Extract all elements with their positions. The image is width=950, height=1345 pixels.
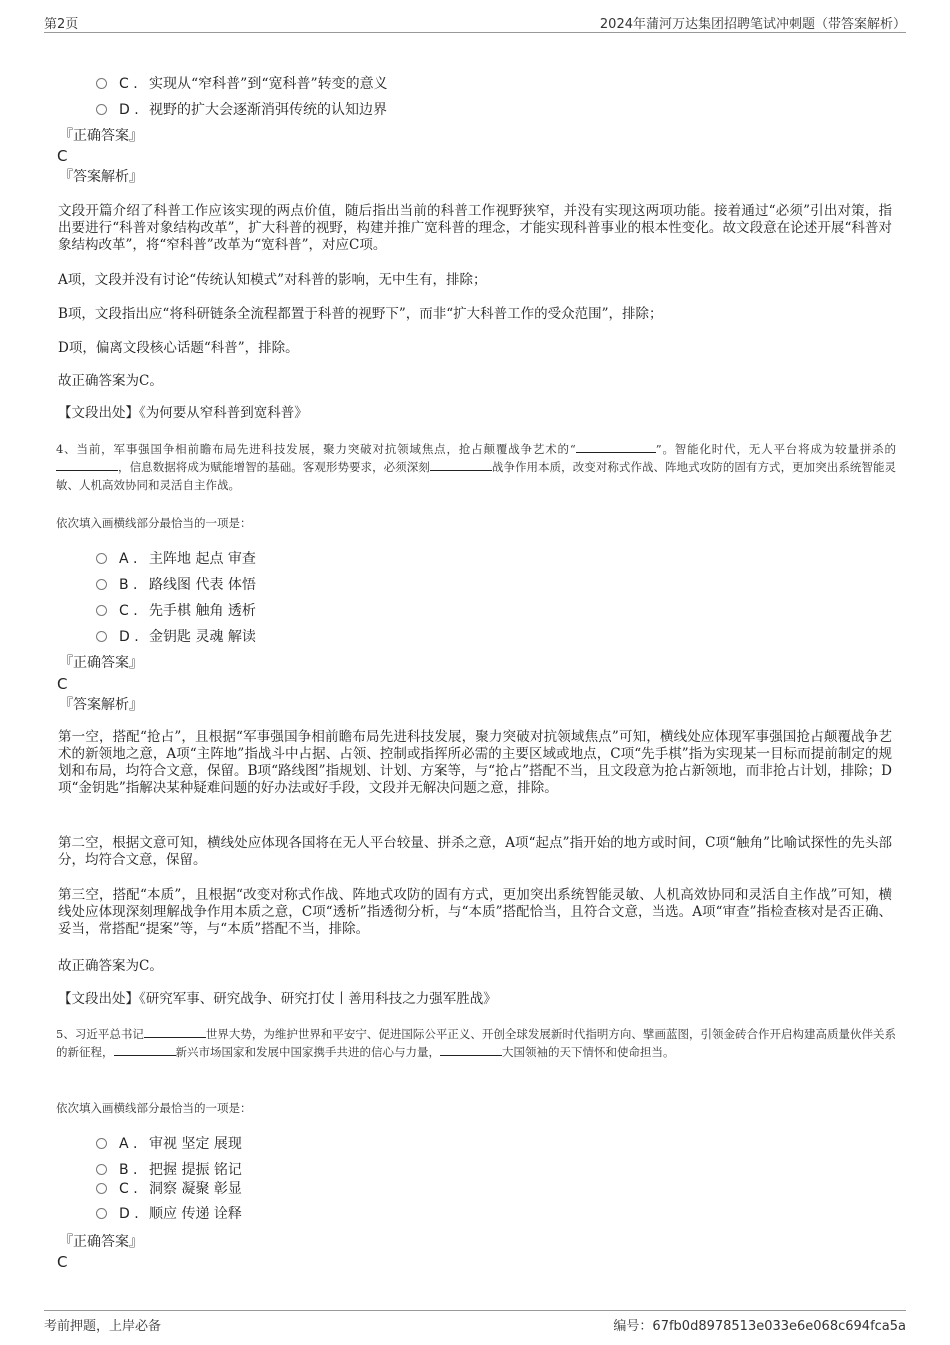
radio-icon[interactable]	[96, 104, 107, 115]
analysis-label: 『答案解析』	[59, 169, 143, 185]
q5-stem: 5、习近平总书记 世界大势，为维护世界和平安宁、促进国际公平正义、开创全球发展新时代指明方向、擘画蓝图，引领金砖合作开启构建高质量伙伴关系的新征程， 新兴市场国家和发展中国家携手共进的信心与力量， 大国领袖的天下情怀和使命担当。	[56, 1027, 896, 1059]
q4-analysis-p3: 第三空，搭配“本质”，且根据“改变对称式作战、阵地式攻防的固有方式，更加突出系统智能灵敏、人机高效协同和灵活自主作战”可知，横线处应体现深刻理解战争作用本质之意，C项“透析”指透彻分析，与“本质”搭配恰当，且符合文意，当选。A项“审查”指检查核对是否正确、妥当，常搭配“提案”等，与“本质”搭配不当，排除。	[58, 887, 892, 937]
answer-label: 『正确答案』	[59, 128, 143, 144]
q5-instruction: 依次填入画横线部分最恰当的一项是：	[56, 1101, 252, 1115]
page-number: 第2页	[44, 17, 79, 32]
blank-line	[144, 1026, 206, 1038]
blank-line	[56, 459, 118, 471]
q3-analysis-p1: 文段开篇介绍了科普工作应该实现的两点价值，随后指出当前的科普工作视野狭窄，并没有实现这两项功能。接着通过“必须”引出对策，指出要进行“科普对象结构改革”，扩大科普的视野，构建并推广宽科普的理念，才能实现科普事业的根本性变化。故文段意在论述开展“科普对象结构改革”，将“窄科普”改革为“宽科普”，对应C项。	[58, 203, 892, 253]
q5-answer: C	[57, 1253, 68, 1271]
q3-source: 【文段出处】《为何要从窄科普到宽科普》	[58, 405, 308, 421]
blank-line	[114, 1044, 176, 1056]
q4-option-c[interactable]: C . 先手棋 触角 透析	[96, 601, 256, 621]
document-title: 2024年蒲河万达集团招聘笔试冲刺题（带答案解析）	[599, 17, 906, 32]
page-footer	[44, 1310, 906, 1334]
q3-answer: C	[57, 147, 68, 165]
radio-icon[interactable]	[96, 631, 107, 642]
q3-analysis-p2: A项，文段并没有讨论“传统认知模式”对科普的影响，无中生有，排除；	[58, 272, 487, 288]
radio-icon[interactable]	[96, 1164, 107, 1175]
analysis-label: 『答案解析』	[59, 697, 143, 713]
q4-option-a[interactable]: A . 主阵地 起点 审查	[96, 549, 256, 569]
answer-label: 『正确答案』	[59, 655, 143, 671]
radio-icon[interactable]	[96, 1208, 107, 1219]
blank-line	[440, 1044, 502, 1056]
blank-line	[430, 459, 492, 471]
q5-option-a[interactable]: A . 审视 坚定 展现	[96, 1134, 242, 1154]
radio-icon[interactable]	[96, 78, 107, 89]
q5-option-b[interactable]: B . 把握 提振 铭记	[96, 1160, 242, 1180]
q5-option-d[interactable]: D . 顺应 传递 诠释	[96, 1204, 242, 1224]
q3-option-c[interactable]: C . 实现从“窄科普”到“宽科普”转变的意义	[96, 74, 388, 94]
q3-option-d[interactable]: D . 视野的扩大会逐渐消弭传统的认知边界	[96, 100, 387, 120]
radio-icon[interactable]	[96, 605, 107, 616]
radio-icon[interactable]	[96, 553, 107, 564]
page-header	[44, 10, 906, 33]
document-code: 编号：67fb0d8978513e033e6e068c694fca5a	[613, 1319, 906, 1334]
radio-icon[interactable]	[96, 579, 107, 590]
q4-analysis-p2: 第二空，根据文意可知，横线处应体现各国将在无人平台较量、拼杀之意，A项“起点”指开始的地方或时间，C项“触角”比喻试探性的先头部分，均符合文意，保留。	[58, 835, 892, 868]
q4-answer: C	[57, 675, 68, 693]
q3-analysis-p4: D项，偏离文段核心话题“科普”，排除。	[58, 340, 299, 356]
q4-analysis-p4: 故正确答案为C。	[58, 958, 163, 974]
blank-line	[576, 441, 656, 453]
radio-icon[interactable]	[96, 1183, 107, 1194]
q4-stem: 4、当前，军事强国争相前瞻布局先进科技发展，聚力突破对抗领域焦点，抢占颠覆战争艺术的“ ”。智能化时代，无人平台将成为较量拼杀的，信息数据将成为赋能增智的基础。客观形势要求，必须深刻 战争作用本质，改变对称式作战、阵地式攻防的固有方式，更加突出系统智能灵敏、人机高效协同和灵活自主作战。	[56, 442, 897, 492]
footer-slogan: 考前押题，上岸必备	[44, 1319, 162, 1334]
q4-source: 【文段出处】《研究军事、研究战争、研究打仗丨善用科技之力强军胜战》	[58, 991, 497, 1007]
q4-option-b[interactable]: B . 路线图 代表 体悟	[96, 575, 256, 595]
q4-analysis-p1: 第一空，搭配“抢占”，且根据“军事强国争相前瞻布局先进科技发展，聚力突破对抗领域焦点”可知，横线处应体现军事强国抢占颠覆战争艺术的新领地之意，A项“主阵地”指战斗中占据、占领、控制或指挥所必需的主要区域或地点，C项“先手棋”指为实现某一目标而提前制定的规划和布局，均符合文意，保留。B项“路线图”指规划、计划、方案等，与“抢占”搭配不当，且文段意为抢占新领地，而非抢占计划，排除；D项“金钥匙”指解决某种疑难问题的好办法或好手段，文段并无解决问题之意，排除。	[58, 729, 892, 796]
q3-analysis-p5: 故正确答案为C。	[58, 373, 163, 389]
answer-label: 『正确答案』	[59, 1234, 143, 1250]
q4-option-d[interactable]: D . 金钥匙 灵魂 解读	[96, 627, 256, 647]
q3-analysis-p3: B项，文段指出应“将科研链条全流程都置于科普的视野下”，而非“扩大科普工作的受众范围”，排除；	[58, 306, 663, 322]
q5-option-c[interactable]: C . 洞察 凝聚 彰显	[96, 1179, 242, 1199]
radio-icon[interactable]	[96, 1138, 107, 1149]
q4-instruction: 依次填入画横线部分最恰当的一项是：	[56, 516, 252, 530]
